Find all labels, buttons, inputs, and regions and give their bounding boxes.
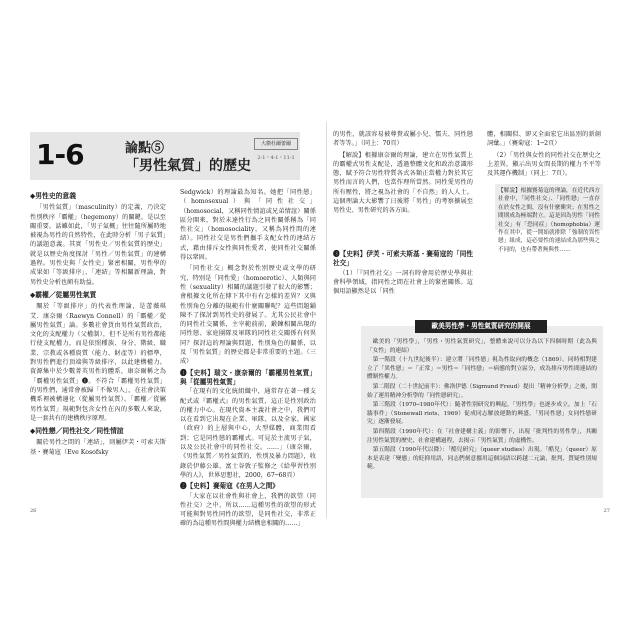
left-page [30,122,326,528]
box-paragraph: 第四階段（1990年代）：在「社會建構主義」的影響下，出現「批判性的男性學」，其關注男性氣質的歷史、社會建構過程，去揭示「男性氣質」的虛構性。 [367,428,597,444]
right-column-2 [487,130,601,180]
section-heading: ◆同性戀／同性社交／同性情誼 [30,427,124,436]
left-column-2 [180,188,316,531]
paragraph: 關於男性之間的「連結」，則屬伊芙・可索夫斯基・賽菊寇（Eve Kosofsky [30,439,166,456]
chapter-number: 1-6 [36,138,84,171]
page-number-left: 26 [30,508,37,514]
paragraph: 【解說】根據康奈爾的理論，建立在男性氣質上的霸權式男性支配是，透過整體文化和政治意識形態，賦予符合男性特質各式各類正當權力對於其它男性而言的人們，也當作理所當然。同性愛男性的所有壓性，將之視為社會的「不自然」的人人士。這個理論大大影響了日後將「男性」的考察擴展至男性史、男性研究的各方面。 [333,151,473,215]
box-paragraph: 第一階段（十九世紀後半）：建立將「同性戀」視為性取向的概念（1869）。同時相對建立了「異性戀」＝「正常」＝男性＝「同性戀」＝病態的對立區分，成為排斥男性間連結的體制性權力。 [367,357,597,381]
paragraph: 闡於「等級排序」的代表性理論，是蕾薇琪艾．康奈爾（Raewyn Connell）的「霸權／從屬男性氣質」論。多數社會貨由男性氣質政治，文化的支配權力（父權制），但不是所有男性都能行使支配權力，而是依照種族、身分、階級、職業、宗教或各種資質（能力、財產等）的標準，對男性們進行頂端與等級排序，以此建構權力。資源集中於少數菁英男性的體系，康奈爾稱之為「霸權男性氣質」❶。不符合「霸權男性氣質」的男性們，通常會被歸「不像男人」，在社會決策機系裡被構邊化（從屬男性氣質）。「霸權／從屬男性氣質」規範對包含女性在內的多數人來說，是一套共有的建構秩序原理。 [30,303,166,422]
right-column-1 [333,130,473,218]
chapter-subtitle: 論點⑤ [125,141,165,156]
chapter-label-box: 大衛杜爾蕾爾 [254,138,298,150]
paragraph: 「大家在以社會性與社會上，我們的欲望（同性社交）之中，所以……這種男性的欲望的形式可能與對男性同性的欲望，是同性社交，非常正確的為這種男性間與權力結構息相關的……」 [180,492,316,528]
history-source [333,250,473,298]
chapter-heading [30,132,300,180]
source-heading: ❷【史料】賽菊寇《在男人之間》 [180,482,279,491]
sidebar-box [361,322,603,498]
section-heading: ◆男性史的意義 [30,192,77,200]
page-number-right: 27 [603,508,610,514]
section-heading: ◆霸權／從屬男性氣質 [30,290,97,299]
paragraph: 「同性社交」概念對於性別歷史或文學的研究，特別是「同性愛」（homoerotic）、人類與同性（sexuality）相關的議題引發了很大的影響；會根據文化所在傳下其中有有怎樣的差異？又與性別角色分離的規範有什麼關聯呢？這些問題鋪陳不了探討到男性史的發展了。尤其公民社會中的同性社交關係，主宰範前前，鍛鍊相關出現的同性戀、家庭團隊及軍隊的同性社交關係有何異同？探討這的理論與問題，性別角色的關係，以及「男性氣質」的歷史都是非常重要的主題。（三成） [180,265,316,366]
paragraph: 體，相關似、卻又全面宏它出區別的新創詞彙。」（賽菊寇：1─2頁） [487,131,601,148]
paragraph: 「男性氣質」（masculinity）的定義，乃決定性別秩序「霸權」（hegemony）的關鍵，是以至關重要。話雖如此，「男子氣概」往往隨所屬時地被視為男性的自然特性，在此時分析「男子氣質」的議題意義。其實「男性史／男性氣質的歷史」就是以歷史角度探討「男性／男性氣質」的建構過程。男性史與「女性史」緊密相關，男性學的成果如「等級排序」、「連結」等相關新理論，對男性史分析也頗有助益。 [30,204,166,286]
source-heading: ❸【史料】伊芙・可索夫斯基・賽菊寇的「同性社交」 [333,250,473,268]
box-paragraph: 第五階段（1990年代以降）：「酷兒研究」（queer studies）出現。「酷兒」（queer）原本是表達「變態」的貶抑用語，同志們刻意挪用這個詞語以跨越二元論，批判、質疑性別規範。 [367,447,597,471]
box-paragraph: 歐美的「男性學」，「男性・男性氣質研究」，整體來說可以分為以下四個時期（此為與「女性」的連結） [367,339,597,354]
box-paragraph: 第二階段（二十世紀前半）：佛洛伊德（Sigmund Freud）提出「精神分析學」之後，開始了運用精神分析學的「同性戀研究」。 [367,383,597,399]
chapter-ref: 2-1・4-1・11-1 [257,155,295,161]
commentary-note: 【解說】根據賽菊寇的理論，在近代西方社會中，「同性社交」、「同性戀」一直存在於女性之間，沒有什麼衝突；在男性之間則成為極端對立。這是因為男性「同性社交」有「恐同症」（homophobia）運作在其中，從一開始就排除「強制的異性戀」組成，這必要性的連結成為那些與之不同的，也有帶著無與性…… [495,184,603,230]
chapter-title: 「男性氣質」的歷史 [125,158,251,174]
source-heading: ❶【史料】瑞文・康奈爾的「霸權男性氣質」與「從屬男性氣質」 [180,368,316,386]
box-body [367,338,597,473]
left-column-1 [30,188,166,459]
paragraph: Sedgwick）的理論最為知名。她把「同性戀」（homosexual）與「同性社交」（homosocial，又稱同性情誼或兄弟情誼）關係區分開來，對於未達性行為之同性關係稱為「同性社交」（homosociality，又稱為同性間的連結）。同性社交是男性們攜手支配女性的連結方式，藉由排斥女性與同性愛者，使同性社交關係得以鞏固。 [180,189,316,262]
paragraph: 「在現有的文化統組織中，通常存在著一種支配式或『霸權式』的男性氣質，這正是性別政治的權力中心。在現代資本主義社會之中，我們可以在看到它出現在企業、軍隊、以及全家，國家（政府）的上層與中心，大型媒體，商業間看到；它是同性戀的霸權式。可見於主流男子氣，以及公民社會中的同性社交。……」（康奈爾，《男性氣質／男性氣質的，性別及暴力問題》，收錄於伊藤公雄、富士谷敦子監修之《給學習性別學的人》，世界思想社，2000，67─68頁） [180,388,316,479]
right-page [327,122,610,518]
paragraph: （1）「『同性社交』一詞有時會用於歷史學與社會科學領域，指同性之間在社會上的緊密關係。這個用語顯然是以「同性 [333,269,473,296]
box-title: 歐美男性學・男性氣質研究的開展 [415,320,547,333]
paragraph: （2）「男性與女性的同性社交在歷史之上差異，顯示出男女間長期的權力不平等及其運作機制」（同上：7頁）。 [487,151,601,178]
paragraph: 的男性，就該容易被尊貴或屬小兒、懦夫、同性戀者等等。」（同上：70頁） [333,131,473,148]
box-paragraph: 第三階段（1970─1980年代）：隨著性別研究的興起，「男性學」也逐步成立，加上「石牆事件」（Stonewall riots，1969）促成同志解放運動的興盛，「男同性戀」女同性戀研究」逐漸發展。 [367,402,597,426]
